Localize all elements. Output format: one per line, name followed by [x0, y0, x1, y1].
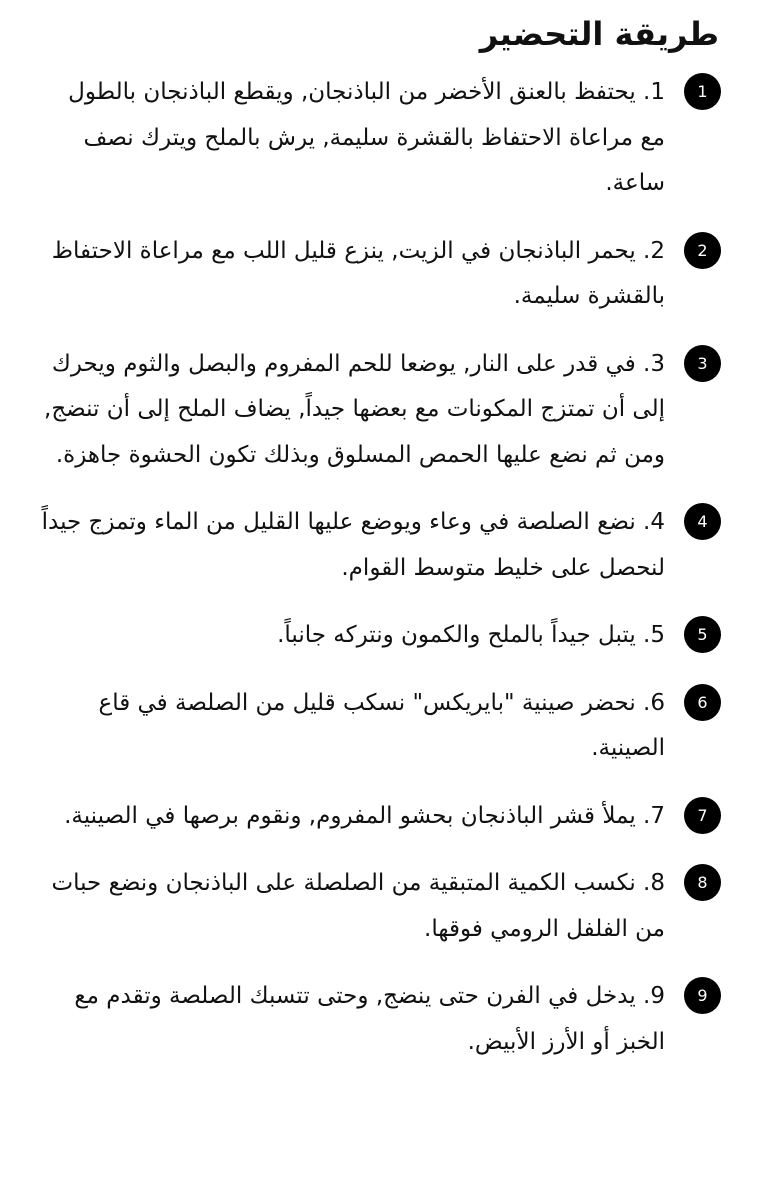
step-text: 1. يحتفظ بالعنق الأخضر من الباذنجان, ويقطع الباذنجان بالطول مع مراعاة الاحتفاظ بالقشرة سليمة, يرش بالملح ويترك نصف ساعة.: [68, 79, 665, 196]
steps-list: [40, 70, 721, 1065]
step-number-badge: 6: [684, 684, 721, 721]
step-text: 8. نكسب الكمية المتبقية من الصلصلة على الباذنجان ونضع حبات من الفلفل الرومي فوقها.: [51, 870, 665, 942]
step-text: 4. نضع الصلصة في وعاء ويوضع عليها القليل من الماء وتمزج جيداً لنحصل على خليط متوسط القوام.: [41, 509, 665, 581]
step-item: [40, 681, 721, 772]
step-number-badge: 3: [684, 345, 721, 382]
step-item: [40, 861, 721, 952]
step-text: 5. يتبل جيداً بالملح والكمون ونتركه جانباً.: [277, 622, 665, 648]
step-number-badge: 1: [684, 73, 721, 110]
step-text: 9. يدخل في الفرن حتى ينضج, وحتى تتسبك الصلصة وتقدم مع الخبز أو الأرز الأبيض.: [74, 983, 665, 1055]
step-text: 7. يملأ قشر الباذنجان بحشو المفروم, ونقوم برصها في الصينية.: [64, 802, 665, 829]
step-item: [40, 974, 721, 1065]
step-number-badge: 4: [684, 503, 721, 540]
step-number-badge: 8: [684, 864, 721, 901]
step-text: 2. يحمر الباذنجان في الزيت, ينزع قليل اللب مع مراعاة الاحتفاظ بالقشرة سليمة.: [51, 237, 665, 309]
step-item: [40, 794, 721, 840]
step-number-badge: 7: [684, 797, 721, 834]
step-text: 3. في قدر على النار, يوضعا للحم المفروم والبصل والثوم ويحرك إلى أن تمتزج المكونات مع بعضها جيداً, يضاف الملح إلى أن تنضج, ومن ثم نضع عليها الحمص المسلوق وبذلك تكون الحشوة جاهزة.: [44, 350, 665, 468]
step-text: 6. نحضر صينية "بايريكس" نسكب قليل من الصلصة في قاع الصينية.: [98, 689, 665, 761]
step-number-badge: 9: [684, 977, 721, 1014]
step-item: [40, 70, 721, 207]
section-title: طريقة التحضير: [479, 15, 719, 53]
step-number-badge: 5: [684, 616, 721, 653]
step-item: [40, 613, 721, 659]
step-item: [40, 229, 721, 320]
step-number-badge: 2: [684, 232, 721, 269]
step-item: [40, 342, 721, 479]
step-item: [40, 500, 721, 591]
